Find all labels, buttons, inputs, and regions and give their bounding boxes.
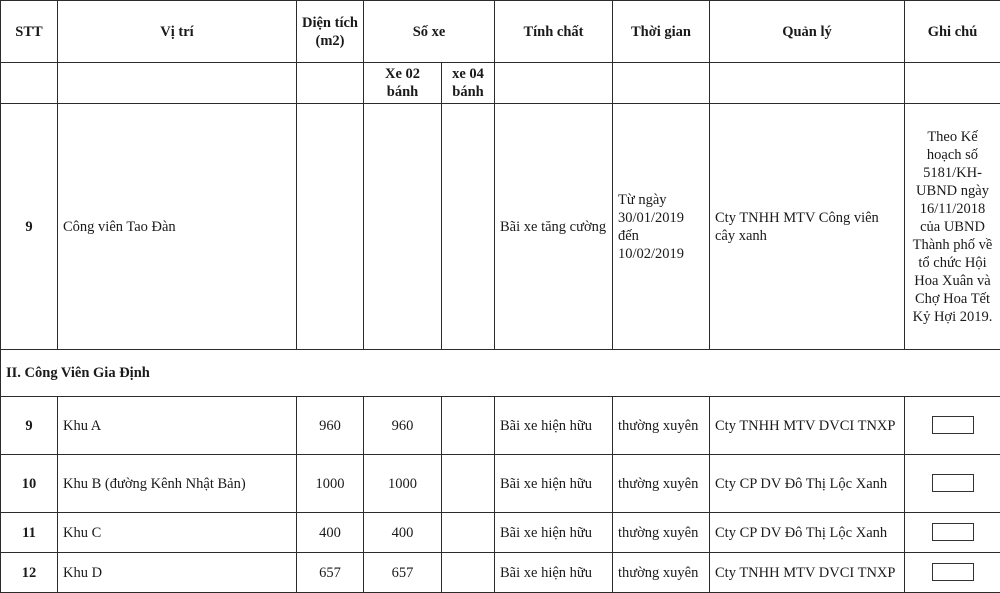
row-thoigian: Từ ngày 30/01/2019 đến 10/02/2019 xyxy=(613,104,710,350)
row-tinhchat: Bãi xe hiện hữu xyxy=(495,397,613,455)
subheader-row xyxy=(1,63,1000,104)
row-vitri: Khu A xyxy=(58,397,297,455)
row-xe02: 400 xyxy=(364,513,442,553)
row-quanly: Cty CP DV Đô Thị Lộc Xanh xyxy=(710,513,905,553)
table-row xyxy=(1,553,1000,593)
row-tinhchat: Bãi xe hiện hữu xyxy=(495,513,613,553)
header-xe04: xe 04 bánh xyxy=(442,63,495,104)
row-ghichu xyxy=(905,397,1000,455)
row-ghichu xyxy=(905,553,1000,593)
row-quanly: Cty CP DV Đô Thị Lộc Xanh xyxy=(710,455,905,513)
row-dientich: 960 xyxy=(297,397,364,455)
row-vitri: Khu D xyxy=(58,553,297,593)
header-dientich: Diện tích (m2) xyxy=(297,1,364,63)
row-xe04 xyxy=(442,397,495,455)
row-quanly: Cty TNHH MTV DVCI TNXP xyxy=(710,397,905,455)
row-tinhchat: Bãi xe hiện hữu xyxy=(495,455,613,513)
row-stt: 10 xyxy=(1,455,58,513)
note-box xyxy=(932,563,974,581)
row-thoigian: thường xuyên xyxy=(613,553,710,593)
row-stt: 9 xyxy=(1,397,58,455)
row-xe04 xyxy=(442,553,495,593)
row-tinhchat: Bãi xe tăng cường xyxy=(495,104,613,350)
table-row xyxy=(1,104,1000,350)
row-tinhchat: Bãi xe hiện hữu xyxy=(495,553,613,593)
header-ghichu: Ghi chú xyxy=(905,1,1000,63)
row-ghichu xyxy=(905,455,1000,513)
row-quanly: Cty TNHH MTV DVCI TNXP xyxy=(710,553,905,593)
row-dientich xyxy=(297,104,364,350)
row-xe02: 1000 xyxy=(364,455,442,513)
note-box xyxy=(932,416,974,434)
header-row xyxy=(1,1,1000,63)
row-stt: 12 xyxy=(1,553,58,593)
header-thoigian: Thời gian xyxy=(613,1,710,63)
row-xe02: 960 xyxy=(364,397,442,455)
header-tinhchat: Tính chất xyxy=(495,1,613,63)
row-vitri: Khu B (đường Kênh Nhật Bản) xyxy=(58,455,297,513)
header-quanly: Quản lý xyxy=(710,1,905,63)
row-dientich: 400 xyxy=(297,513,364,553)
row-ghichu: Theo Kế hoạch số 5181/KH-UBND ngày 16/11/2018 của UBND Thành phố về tổ chức Hội Hoa Xuân và Chợ Hoa Tết Kỷ Hợi 2019. xyxy=(905,104,1000,350)
row-xe04 xyxy=(442,455,495,513)
row-xe04 xyxy=(442,104,495,350)
row-ghichu xyxy=(905,513,1000,553)
header-xe02: Xe 02 bánh xyxy=(364,63,442,104)
table-row xyxy=(1,397,1000,455)
header-vitri: Vị trí xyxy=(58,1,297,63)
section-row xyxy=(1,350,1000,397)
row-thoigian: thường xuyên xyxy=(613,455,710,513)
row-thoigian: thường xuyên xyxy=(613,513,710,553)
row-thoigian: thường xuyên xyxy=(613,397,710,455)
row-vitri: Công viên Tao Đàn xyxy=(58,104,297,350)
table-row xyxy=(1,513,1000,553)
row-xe02 xyxy=(364,104,442,350)
note-box xyxy=(932,474,974,492)
row-quanly: Cty TNHH MTV Công viên cây xanh xyxy=(710,104,905,350)
row-xe02: 657 xyxy=(364,553,442,593)
row-vitri: Khu C xyxy=(58,513,297,553)
table-row xyxy=(1,455,1000,513)
row-xe04 xyxy=(442,513,495,553)
row-stt: 11 xyxy=(1,513,58,553)
row-dientich: 1000 xyxy=(297,455,364,513)
header-soxe: Số xe xyxy=(364,1,495,63)
row-dientich: 657 xyxy=(297,553,364,593)
section-title: II. Công Viên Gia Định xyxy=(1,350,1000,397)
note-box xyxy=(932,523,974,541)
row-stt: 9 xyxy=(1,104,58,350)
header-stt: STT xyxy=(1,1,58,63)
